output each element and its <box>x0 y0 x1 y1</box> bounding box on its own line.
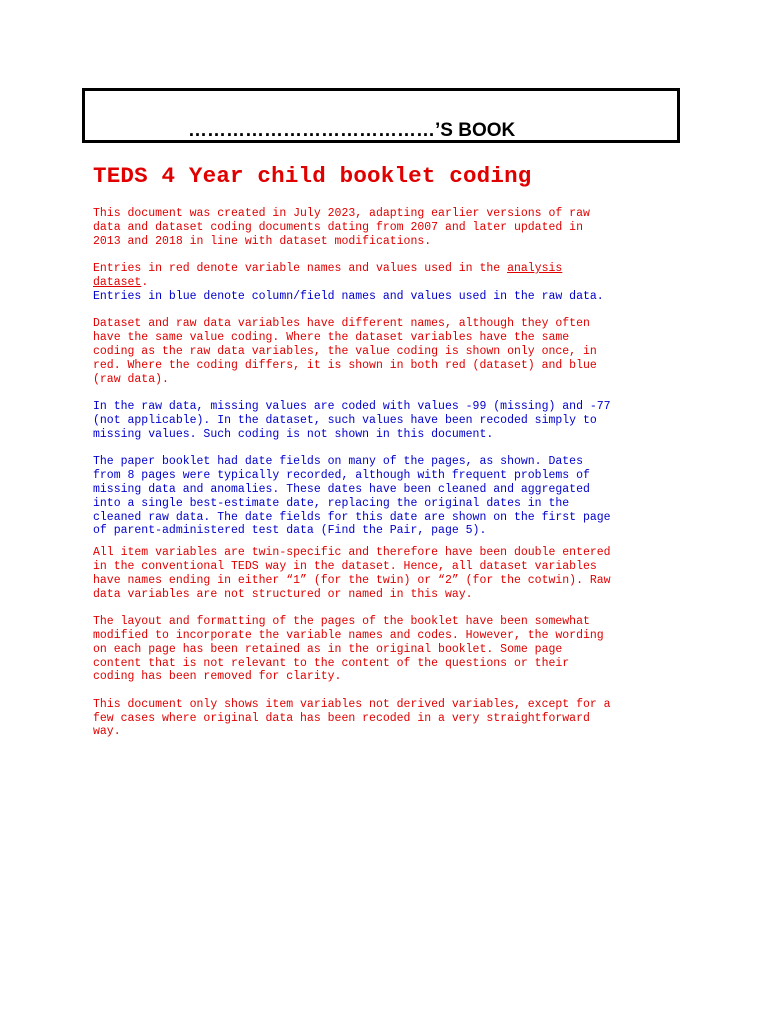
intro-paragraph: This document was created in July 2023, adapting earlier versions of raw data and dataset coding documents dating from 2007 and later updated in 2013 and 2018 in line with dataset modifications. <box>93 207 590 248</box>
document-body <box>93 207 683 753</box>
derived-variables-paragraph: This document only shows item variables not derived variables, except for a few cases where original data has been recoded in a very straightforward way. <box>93 697 611 739</box>
date-fields-paragraph: The paper booklet had date fields on many of the pages, as shown. Dates from 8 pages were typically recorded, although with frequent problems of missing data and anomalies. These dates have been cleaned and aggregated into a single best-estimate date, replacing the original dates in the cleaned raw data. The date fields for this date are shown on the first page of parent-administered test data (Find the Pair, page 5). <box>93 455 611 538</box>
blue-legend-text: Entries in blue denote column/field names and values used in the raw data. <box>93 289 604 303</box>
analysis-dataset-link[interactable]: analysis <box>507 262 563 276</box>
red-legend-text: Entries in red denote variable names and values used in the <box>93 262 508 276</box>
document-title: TEDS 4 Year child booklet coding <box>93 163 532 189</box>
color-legend-paragraph <box>93 262 683 303</box>
red-legend-period: . <box>141 275 149 289</box>
analysis-dataset-link-continued[interactable]: dataset <box>93 275 142 289</box>
booklet-owner-box <box>82 88 680 143</box>
missing-values-paragraph: In the raw data, missing values are coded with values -99 (missing) and -77 (not applicable). In the dataset, such values have been recoded simply to missing values. Such coding is not shown in this document. <box>93 400 611 441</box>
book-owner-label: …………………………………’S BOOK <box>188 120 516 141</box>
layout-formatting-paragraph: The layout and formatting of the pages of the booklet have been somewhat modified to incorporate the variable names and codes. However, the wording on each page has been retained as in the original booklet. Some page content that is not relevant to the content of the questions or their coding has been removed for clarity. <box>93 615 604 684</box>
variable-names-paragraph: Dataset and raw data variables have different names, although they often have the same value coding. Where the dataset variables have the same coding as the raw data variables, the value coding is shown only once, in red. Where the coding differs, it is shown in both red (dataset) and blue (raw data). <box>93 317 597 386</box>
twin-specific-paragraph: All item variables are twin-specific and therefore have been double entered in the conventional TEDS way in the dataset. Hence, all dataset variables have names ending in either “1” (for the twin) or “2” (for the cotwin). Raw data variables are not structured or named in this way. <box>93 546 611 601</box>
